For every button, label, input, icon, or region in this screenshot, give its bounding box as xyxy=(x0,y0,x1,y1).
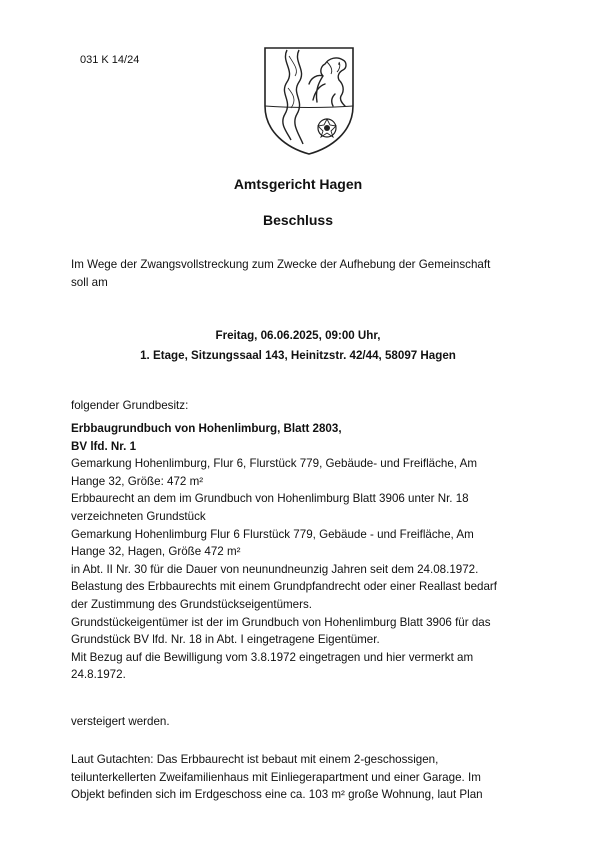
intro-line: Im Wege der Zwangsvollstreckung zum Zwecke der Aufhebung der Gemeinschaft xyxy=(71,258,491,271)
expert-opinion-line: Laut Gutachten: Das Erbbaurecht ist bebaut mit einem 2-geschossigen, xyxy=(71,753,439,766)
property-line: verzeichneten Grundstück xyxy=(71,509,206,523)
closing-statement: versteigert werden. xyxy=(71,715,170,728)
property-line: Hange 32, Größe: 472 m² xyxy=(71,474,204,488)
property-line: 24.8.1972. xyxy=(71,668,126,682)
land-register-entry: Erbbaugrundbuch von Hohenlimburg, Blatt 2803, xyxy=(71,422,342,435)
inventory-number: BV lfd. Nr. 1 xyxy=(71,439,137,453)
property-line: Mit Bezug auf die Bewilligung vom 3.8.1972 eingetragen und hier vermerkt am xyxy=(71,650,474,664)
court-name: Amtsgericht Hagen xyxy=(233,176,363,192)
intro-line: soll am xyxy=(71,275,108,289)
appointment-place: 1. Etage, Sitzungssaal 143, Heinitzstr. 42/44, 58097 Hagen xyxy=(140,349,456,362)
property-line: Belastung des Erbbaurechts mit einem Grundpfandrecht oder einer Reallast bedarf xyxy=(71,580,497,594)
nrw-coat-of-arms-icon xyxy=(261,44,357,156)
property-line: Hange 32, Hagen, Größe 472 m² xyxy=(71,545,241,559)
auction-appointment xyxy=(0,326,596,366)
property-line: Grundstück BV lfd. Nr. 18 in Abt. I eingetragene Eigentümer. xyxy=(71,633,380,647)
case-reference: 031 K 14/24 xyxy=(80,54,140,66)
appointment-date: Freitag, 06.06.2025, 09:00 Uhr, xyxy=(215,329,381,342)
property-line: Gemarkung Hohenlimburg Flur 6 Flurstück 779, Gebäude - und Freifläche, Am xyxy=(71,527,474,541)
property-line: der Zustimmung des Grundstückseigentümers. xyxy=(71,597,312,611)
expert-opinion-line: teilunterkellerten Zweifamilienhaus mit Einliegerapartment und einer Garage. Im xyxy=(71,770,481,784)
expert-opinion-line: Objekt befinden sich im Erdgeschoss eine ca. 103 m² große Wohnung, laut Plan xyxy=(71,788,483,802)
document-title: Beschluss xyxy=(262,212,334,228)
property-line: Erbbaurecht an dem im Grundbuch von Hohenlimburg Blatt 3906 unter Nr. 18 xyxy=(71,492,469,506)
expert-opinion-paragraph xyxy=(71,751,531,804)
intro-paragraph xyxy=(71,256,531,291)
property-line: Gemarkung Hohenlimburg, Flur 6, Flurstück 779, Gebäude- und Freifläche, Am xyxy=(71,457,477,471)
property-description xyxy=(71,420,531,684)
property-line: in Abt. II Nr. 30 für die Dauer von neunundneunzig Jahren seit dem 24.08.1972. xyxy=(71,562,479,576)
property-heading: folgender Grundbesitz: xyxy=(71,399,189,412)
property-line: Grundstückeigentümer ist der im Grundbuch von Hohenlimburg Blatt 3906 für das xyxy=(71,615,491,629)
